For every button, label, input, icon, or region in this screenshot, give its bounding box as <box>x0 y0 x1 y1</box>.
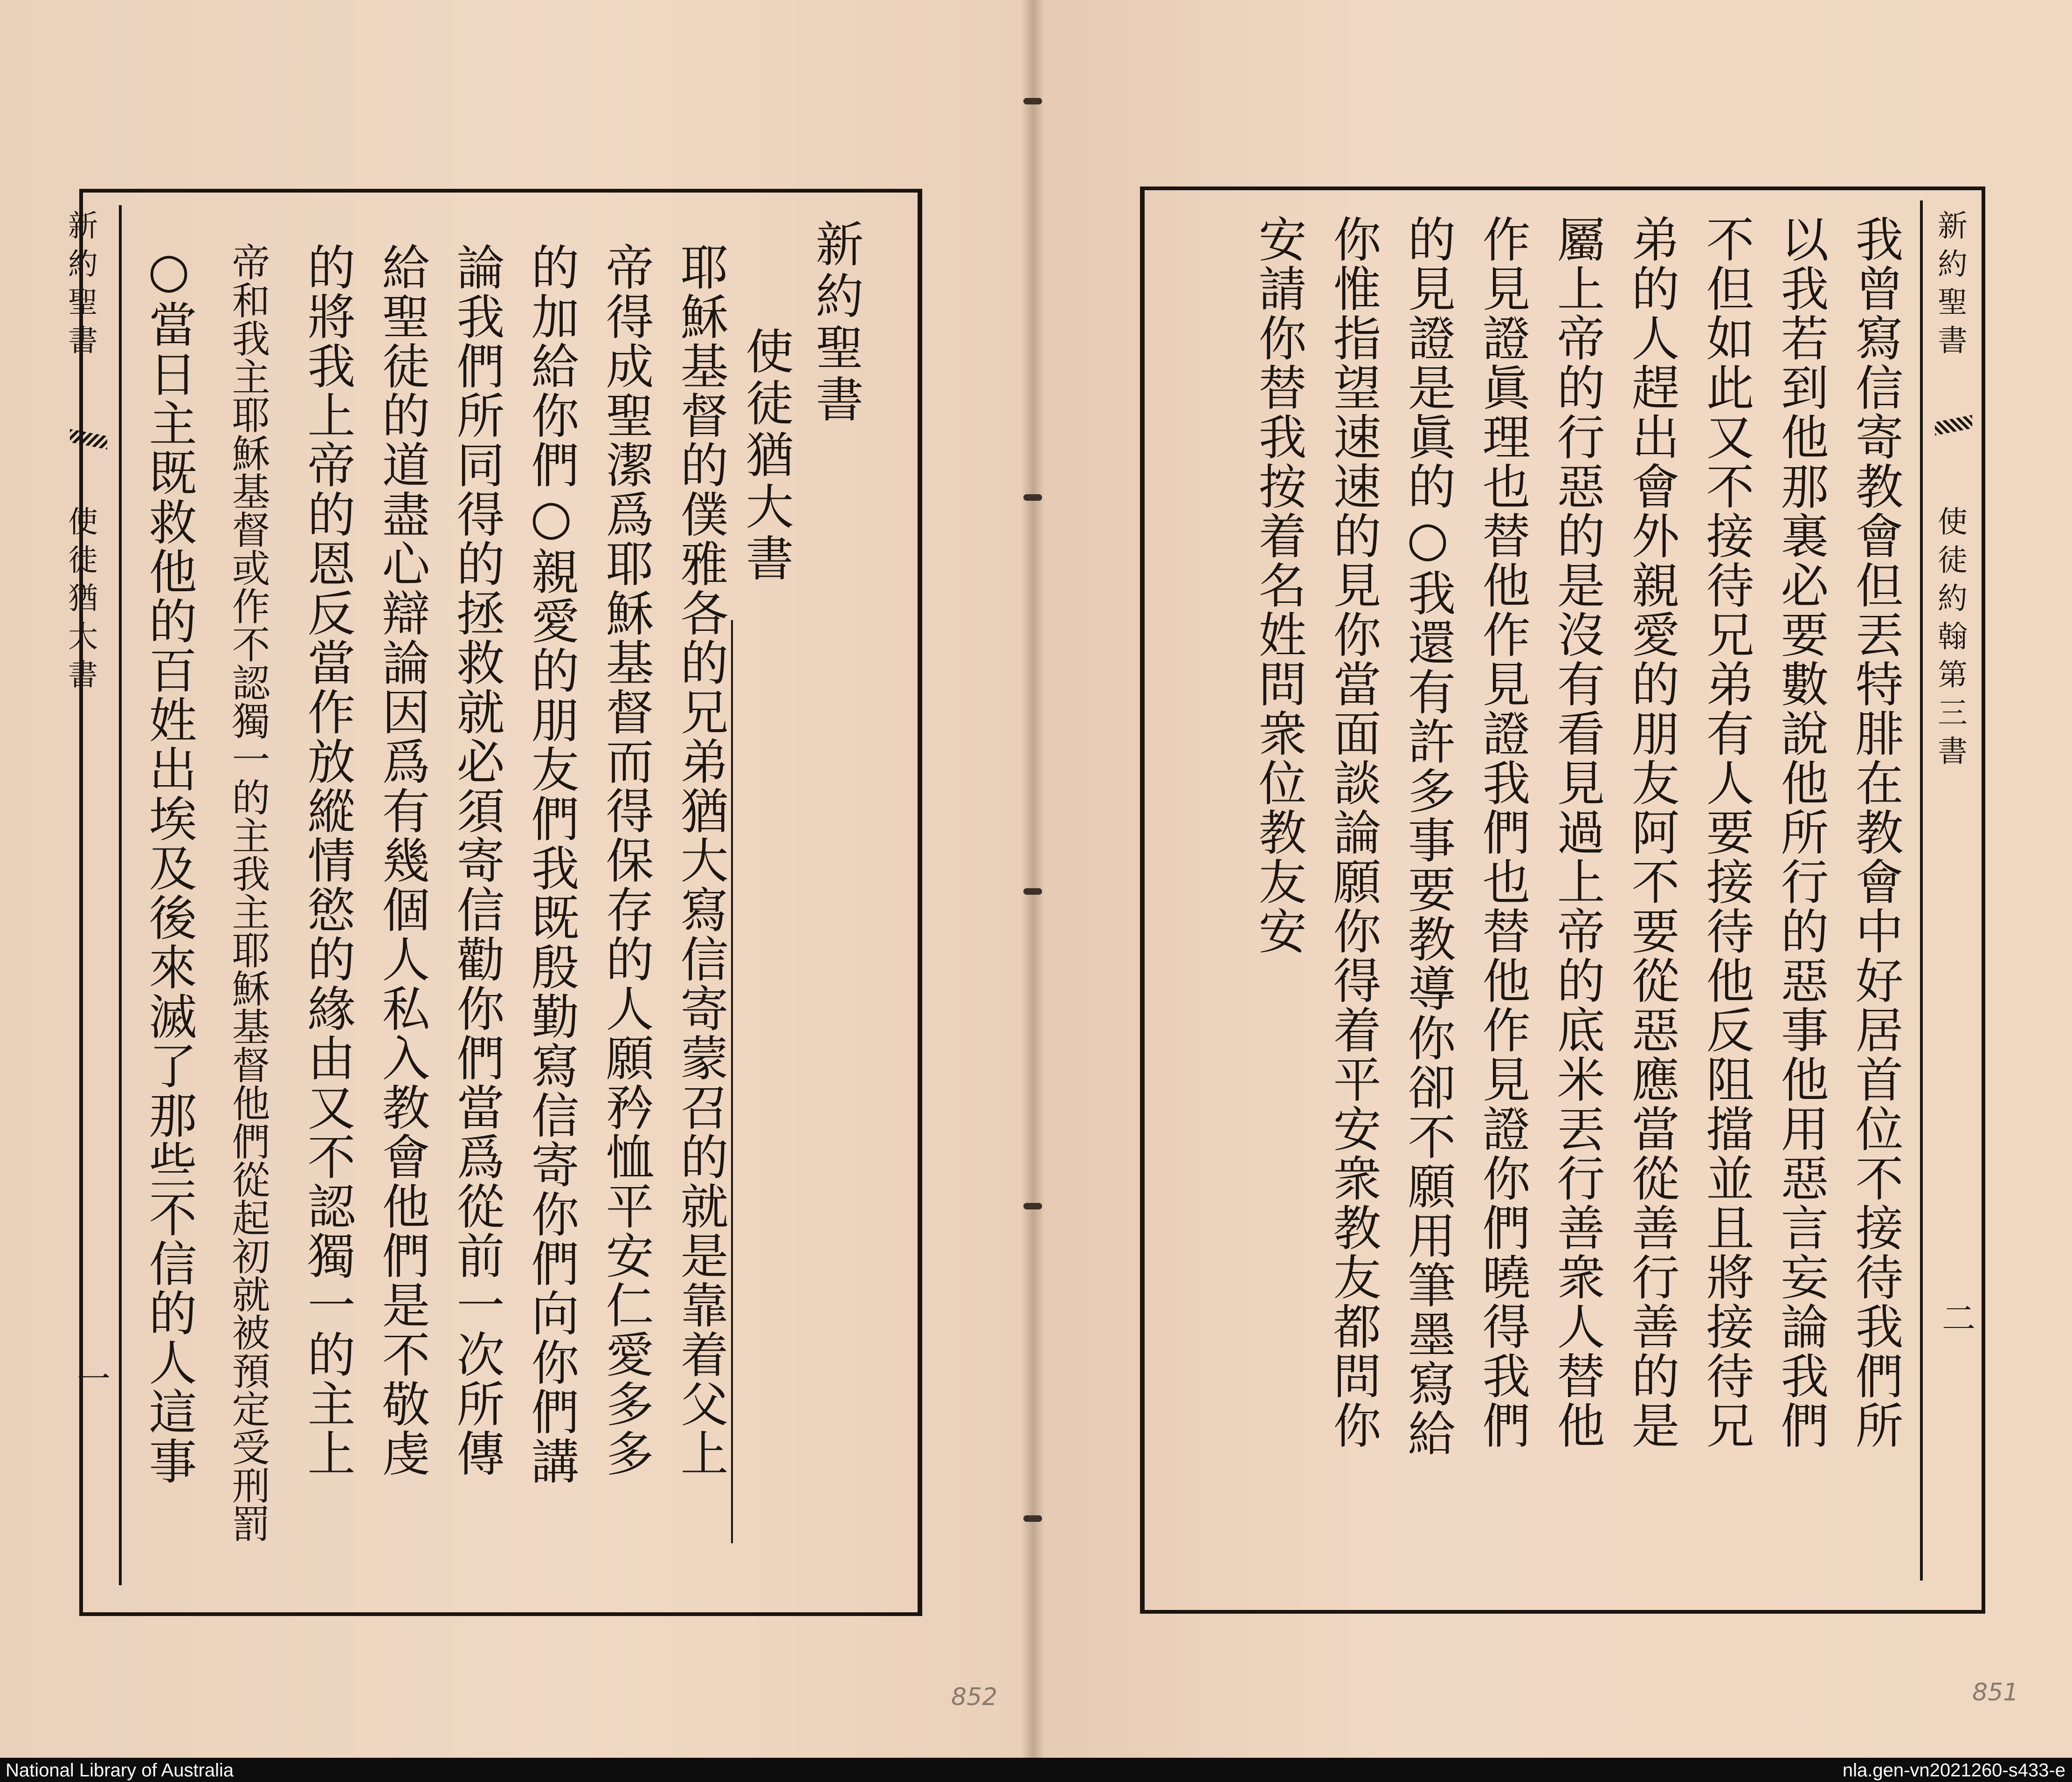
left-margin-title: 新約聖書 <box>63 210 97 363</box>
pencil-folio-right: 851 <box>1972 1678 2019 1706</box>
pencil-folio-left: 852 <box>951 1683 998 1711</box>
left-heading-rule <box>731 620 733 1543</box>
right-text-column: 以我若到他那裏必要數說他所行的惡事他用惡言妄論我們 <box>1773 214 1829 1450</box>
binding-stitch <box>1023 1203 1042 1209</box>
left-text-column: 耶穌基督的僕雅各的兄弟猶大寫信寄蒙召的就是靠着父上 <box>672 242 728 1478</box>
right-text-column: 弟的人趕出會外親愛的朋友阿不要從惡應當從善行善的是 <box>1623 214 1679 1450</box>
book-gutter <box>1021 0 1044 1758</box>
right-margin-book: 使徒約翰第三書 <box>1933 506 1967 774</box>
footer-library-name: National Library of Australia <box>6 1760 234 1781</box>
viewer-footer <box>0 1758 2072 1782</box>
right-margin-rule <box>1920 200 1923 1581</box>
binding-stitch <box>1023 1515 1042 1522</box>
right-text-column: 安請你替我按着名姓問衆位教友安 <box>1250 214 1306 956</box>
left-text-column: 帝得成聖潔爲耶穌基督而得保存的人願矜恤平安仁愛多多 <box>598 242 654 1478</box>
binding-stitch <box>1023 888 1042 895</box>
right-text-column: 的見證是眞的○我還有許多事要教導你卻不願用筆墨寫給 <box>1400 214 1456 1458</box>
right-text-column: 作見證眞理也替他作見證我們也替他作見證你們曉得我們 <box>1474 214 1530 1450</box>
left-text-column: 的加給你們○親愛的朋友們我既殷勤寫信寄你們向你們講 <box>523 242 579 1486</box>
left-text-column: 的將我上帝的恩反當作放縱情慾的緣由又不認獨一的主上 <box>299 242 355 1478</box>
left-margin-rule <box>119 205 122 1585</box>
right-margin-title: 新約聖書 <box>1933 210 1967 363</box>
left-page-number: 一 <box>77 1360 111 1399</box>
right-page-number: 二 <box>1942 1299 1976 1338</box>
right-text-column: 不但如此又不接待兄弟有人要接待他反阻擋並且將接待兄 <box>1698 214 1754 1450</box>
binding-stitch <box>1023 98 1042 104</box>
left-heading-main: 新約聖書 <box>808 219 863 426</box>
right-text-column: 我曾寫信寄教會但丟特腓在教會中好居首位不接待我們所 <box>1847 214 1903 1450</box>
left-text-column: 論我們所同得的拯救就必須寄信勸你們當爲從前一次所傳 <box>449 242 504 1478</box>
right-text-column: 屬上帝的行惡的是沒有看見過上帝的底米丟行善衆人替他 <box>1549 214 1605 1450</box>
right-text-column: 你惟指望速速的見你當面談論願你得着平安衆教友都問你 <box>1325 214 1381 1450</box>
binding-stitch <box>1023 494 1042 501</box>
left-heading-book: 使徒猶大書 <box>738 326 794 585</box>
left-text-column: 給聖徒的道盡心辯論因爲有幾個人私入教會他們是不敬虔 <box>374 242 430 1478</box>
footer-item-id: nla.gen-vn2021260-s433-e <box>1842 1760 2065 1781</box>
left-text-column: 帝和我主耶穌基督或作不認獨一的主我主耶穌基督他們從起初就被預定受刑罰 <box>226 242 270 1542</box>
left-margin-book: 使徒猶大書 <box>63 506 97 697</box>
left-text-column: ○當日主既救他的百姓出埃及後來滅了那些不信的人這事 <box>141 242 197 1486</box>
